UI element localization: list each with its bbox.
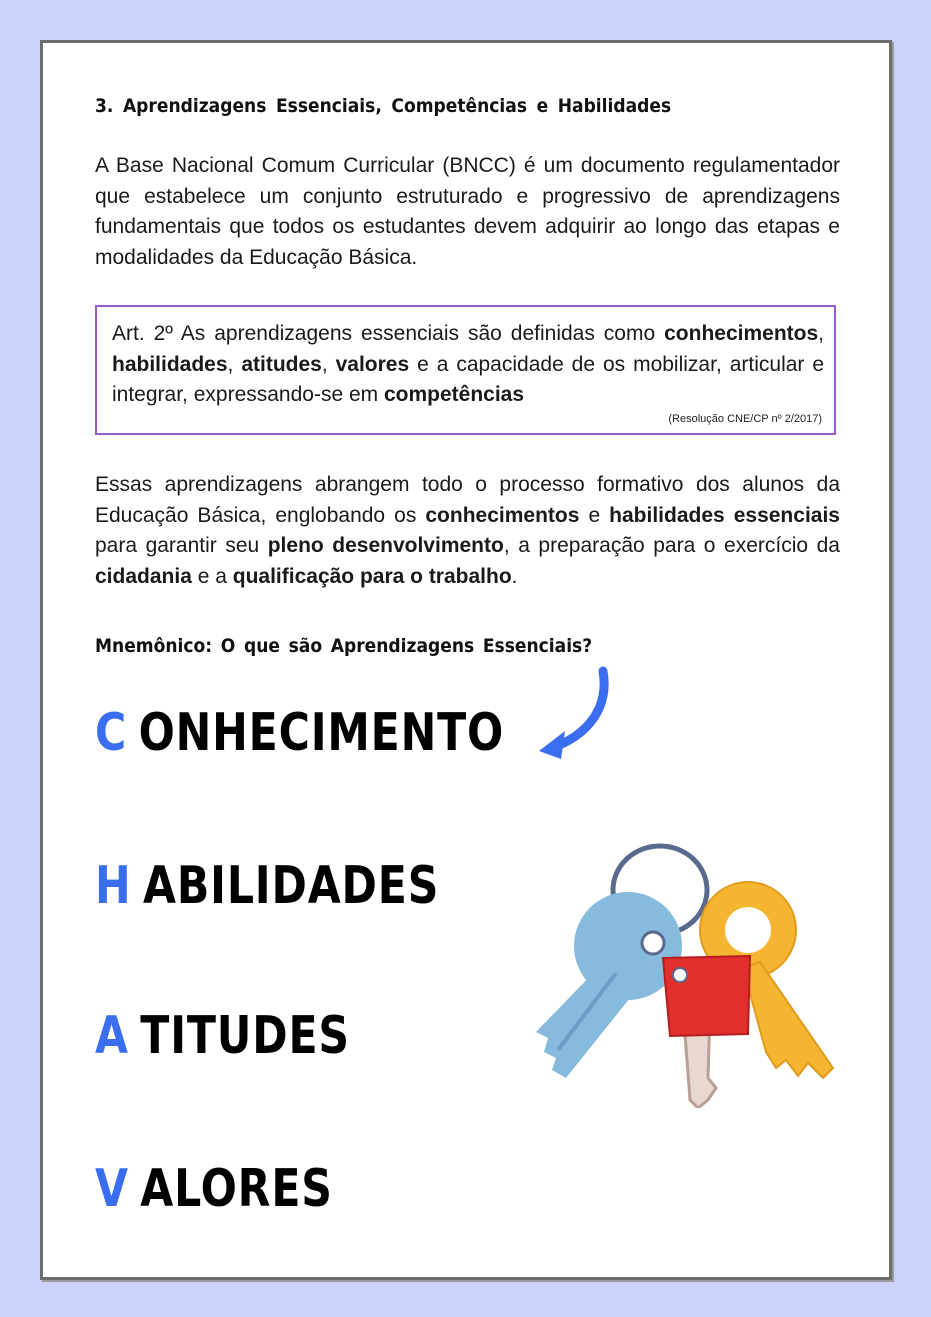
body-bold-conhecimentos: conhecimentos	[425, 503, 580, 527]
acronym-word: ONHECIMENTO	[138, 703, 505, 763]
acronym-line-h	[95, 856, 439, 916]
body-text-part: e a	[191, 564, 233, 588]
document-page	[40, 40, 892, 1280]
body-paragraph	[95, 470, 840, 592]
curved-arrow-icon	[531, 665, 621, 765]
quote-bold-valores: valores	[335, 352, 410, 376]
acronym-letter: C	[95, 703, 128, 763]
quote-text-part: ,	[818, 322, 824, 345]
body-text-part: para garantir seu	[95, 534, 268, 557]
acronym-letter: A	[95, 1006, 129, 1066]
intro-paragraph: A Base Nacional Comum Curricular (BNCC) é um documento regulamentador que estabelece um conjunto estruturado e progressivo de aprendizagens fundamentais que todos os estudantes devem adquirir ao longo das etapas e modalidades da Educação Básica.	[95, 154, 840, 269]
quote-bold-habilidades: habilidades	[112, 352, 228, 376]
quote-text-part: Art. 2º As aprendizagens essenciais são definidas como	[112, 322, 665, 345]
quote-text-part: e a capacidade de os mobilizar, articular e integrar, expressando-se em	[112, 352, 825, 406]
mnemonic-title: Mnemônico: O que são Aprendizagens Essenciais?	[95, 635, 593, 657]
body-text-part: e	[579, 503, 610, 527]
quote-text-part: ,	[321, 352, 336, 376]
acronym-word: ABILIDADES	[142, 856, 440, 916]
body-bold-pleno-desenvolvimento: pleno desenvolvimento	[267, 534, 504, 557]
quote-bold-atitudes: atitudes	[241, 352, 322, 376]
body-bold-qualificacao: qualificação para o trabalho	[232, 564, 512, 588]
acronym-word: ALORES	[140, 1159, 333, 1219]
body-text-part: Essas aprendizagens abrangem todo o processo formativo dos alunos da Educação Básica, englobando os	[95, 473, 840, 527]
quote-source: (Resolução CNE/CP nº 2/2017)	[668, 413, 822, 425]
body-bold-cidadania: cidadania	[95, 564, 192, 588]
body-text-part: , a preparação para o exercício da	[503, 534, 840, 557]
quote-text	[112, 319, 824, 411]
quote-text-part: ,	[227, 352, 242, 376]
acronym-line-v	[95, 1159, 333, 1219]
acronym-line-a	[95, 1006, 350, 1066]
acronym-word: TITUDES	[140, 1006, 350, 1066]
keys-illustration	[488, 838, 848, 1108]
acronym-line-c	[95, 703, 504, 763]
quote-bold-competencias: competências	[383, 383, 525, 406]
body-bold-habilidades: habilidades essenciais	[609, 503, 840, 527]
acronym-letter: H	[95, 856, 132, 916]
section-title: 3. Aprendizagens Essenciais, Competências e Habilidades	[95, 95, 672, 117]
acronym-letter: V	[95, 1159, 129, 1219]
quote-box	[95, 305, 836, 435]
quote-bold-conhecimentos: conhecimentos	[664, 322, 819, 345]
body-text-part: .	[511, 564, 518, 588]
